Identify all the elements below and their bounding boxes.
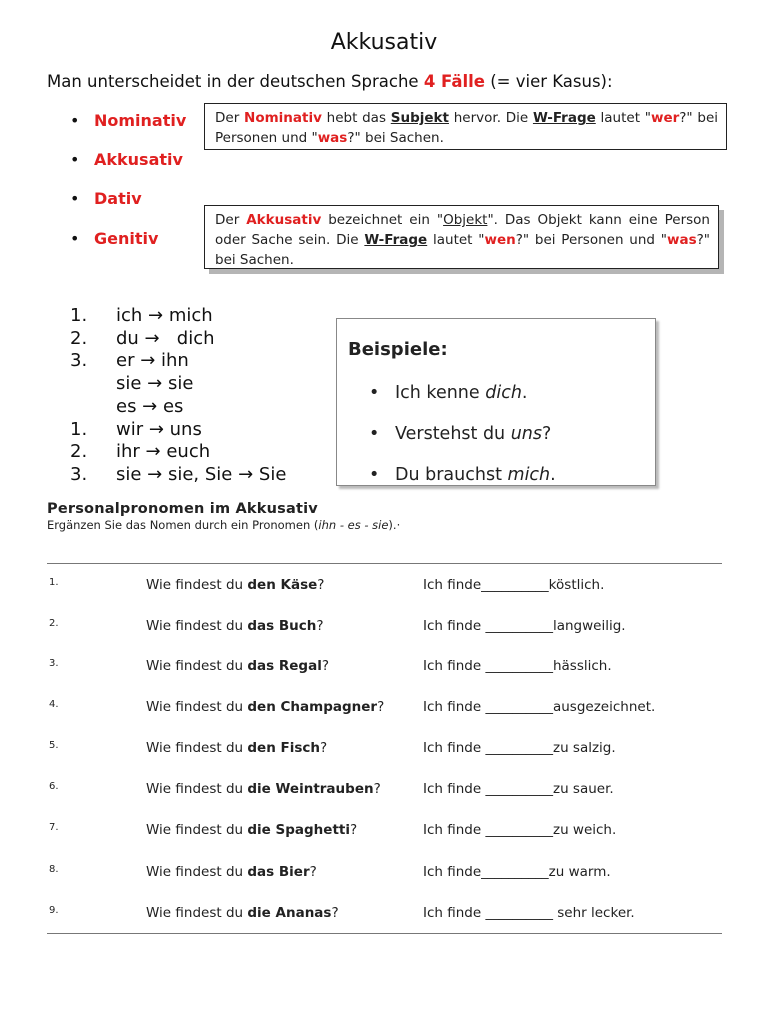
text: hebt das [321,110,391,126]
pronoun-item [70,441,210,462]
text: ?" bei Sachen. [347,130,444,146]
row-answer: Ich finde__________köstlich. [423,577,605,593]
page-title: Akkusativ [330,30,438,55]
pronoun-item [70,396,183,417]
pronoun-text: sie → sie, Sie → Sie [116,464,287,485]
exercise-title: Personalpronomen im Akkusativ [47,501,318,517]
example-pronoun: mich [507,465,551,485]
text: bezeichnet ein " [321,212,444,228]
pronoun-item [70,419,202,440]
case-item-genitiv [70,229,158,248]
row-answer: Ich finde __________zu salzig. [423,740,616,756]
example-item [369,383,528,403]
row-question: Wie findest du das Regal? [146,658,330,674]
pronoun-number: 2. [70,441,88,462]
row-question: Wie findest du den Fisch? [146,740,328,756]
text: Der [215,110,245,126]
intro-after: (= vier Kasus): [484,72,613,91]
exercise-row [47,781,722,805]
text: ". Das Objekt kann eine Person oder Sache sein. Die [215,212,710,248]
term-akkusativ: Akkusativ [246,212,322,228]
exercise-row [47,864,722,888]
instr-text: Ergänzen Sie das Nomen durch ein Pronomen ( [47,518,319,532]
example-punct: . [550,465,556,485]
row-answer: Ich finde __________zu sauer. [423,781,614,797]
divider-bottom [47,933,722,934]
bullet-icon: • [70,150,80,169]
bullet-icon: • [70,189,80,208]
pronoun-text: sie → sie [116,373,194,394]
bullet-icon: • [369,383,380,403]
row-question: Wie findest du den Käse? [146,577,325,593]
pronoun-number: 3. [70,464,88,485]
term-wer: wer [650,110,680,126]
row-question: Wie findest du den Champagner? [146,699,385,715]
case-label: Dativ [94,189,142,208]
pronoun-item [70,328,215,349]
exercise-row [47,699,722,723]
text: ?" bei Personen und " [215,110,719,146]
example-item [369,465,556,485]
intro-before: Man unterscheidet in der deutschen Sprache [47,72,424,91]
row-question: Wie findest du die Weintrauben? [146,781,381,797]
divider-top [47,563,722,564]
pronoun-number: 2. [70,328,88,349]
text: lautet " [427,232,485,248]
row-answer: Ich finde __________hässlich. [423,658,612,674]
intro-highlight: 4 Fälle [423,72,485,91]
exercise-row [47,905,722,929]
examples-box [336,318,656,486]
term-was: was [317,130,348,146]
row-question: Wie findest du das Buch? [146,618,324,634]
row-answer: Ich finde __________langweilig. [423,618,626,634]
text: ?" bei Personen und " [515,232,667,248]
case-label: Genitiv [94,229,159,248]
example-pronoun: dich [485,383,522,403]
exercise-row [47,658,722,682]
exercise-row [47,822,722,846]
intro-text [47,72,613,91]
pronoun-item [70,305,213,326]
term-was: was [667,232,697,248]
case-item-akkusativ [70,150,183,169]
row-question: Wie findest du die Spaghetti? [146,822,358,838]
case-label: Akkusativ [94,150,183,169]
pronoun-text: du → dich [116,328,215,349]
row-answer: Ich finde __________ausgezeichnet. [423,699,656,715]
term-subjekt: Subjekt [390,110,449,126]
pronoun-text: ihr → euch [116,441,211,462]
row-number: 3. [49,658,59,669]
row-number: 2. [49,618,59,629]
row-number: 6. [49,781,59,792]
pronoun-item [70,464,286,485]
example-text: Du brauchst [395,465,508,485]
pronoun-text: es → es [116,396,184,417]
pronoun-text: er → ihn [116,350,189,371]
text: ?" bei Sachen. [215,232,710,268]
text: lautet " [595,110,651,126]
row-number: 5. [49,740,59,751]
bullet-icon: • [70,111,80,130]
exercise-row [47,740,722,764]
pronoun-item [70,350,189,371]
row-number: 7. [49,822,59,833]
bullet-icon: • [369,424,380,444]
bullet-icon: • [369,465,380,485]
nominativ-info-box [204,103,727,150]
pronoun-number: 3. [70,350,88,371]
pronoun-text: ich → mich [116,305,213,326]
example-item [369,424,551,444]
akkusativ-info-box [204,205,719,269]
exercise-row [47,618,722,642]
case-item-dativ [70,189,142,208]
term-w-frage: W-Frage [532,110,596,126]
row-number: 9. [49,905,59,916]
row-answer: Ich finde __________ sehr lecker. [423,905,635,921]
term-objekt: Objekt [443,212,488,228]
term-w-frage: W-Frage [364,232,428,248]
text: hervor. Die [448,110,533,126]
row-number: 1. [49,577,59,588]
example-pronoun: uns [510,424,543,444]
pronoun-text: wir → uns [116,419,202,440]
case-label: Nominativ [94,111,187,130]
example-text: Ich kenne [395,383,486,403]
row-answer: Ich finde__________zu warm. [423,864,611,880]
exercise-row [47,577,722,601]
text: Der [215,212,247,228]
pronoun-number: 1. [70,419,88,440]
row-number: 8. [49,864,59,875]
examples-title: Beispiele: [348,339,448,360]
term-nominativ: Nominativ [244,110,322,126]
row-question: Wie findest du die Ananas? [146,905,339,921]
row-answer: Ich finde __________zu weich. [423,822,617,838]
bullet-icon: • [70,229,80,248]
pronoun-number: 1. [70,305,88,326]
row-question: Wie findest du das Bier? [146,864,317,880]
pronoun-item [70,373,193,394]
row-number: 4. [49,699,59,710]
example-text: Verstehst du [395,424,511,444]
instr-end: ).· [388,518,401,532]
example-punct: ? [542,424,552,444]
exercise-instructions [47,518,400,532]
instr-pronouns: ihn - es - sie [318,518,389,532]
term-wen: wen [484,232,516,248]
example-punct: . [521,383,528,403]
case-item-nominativ [70,111,186,130]
